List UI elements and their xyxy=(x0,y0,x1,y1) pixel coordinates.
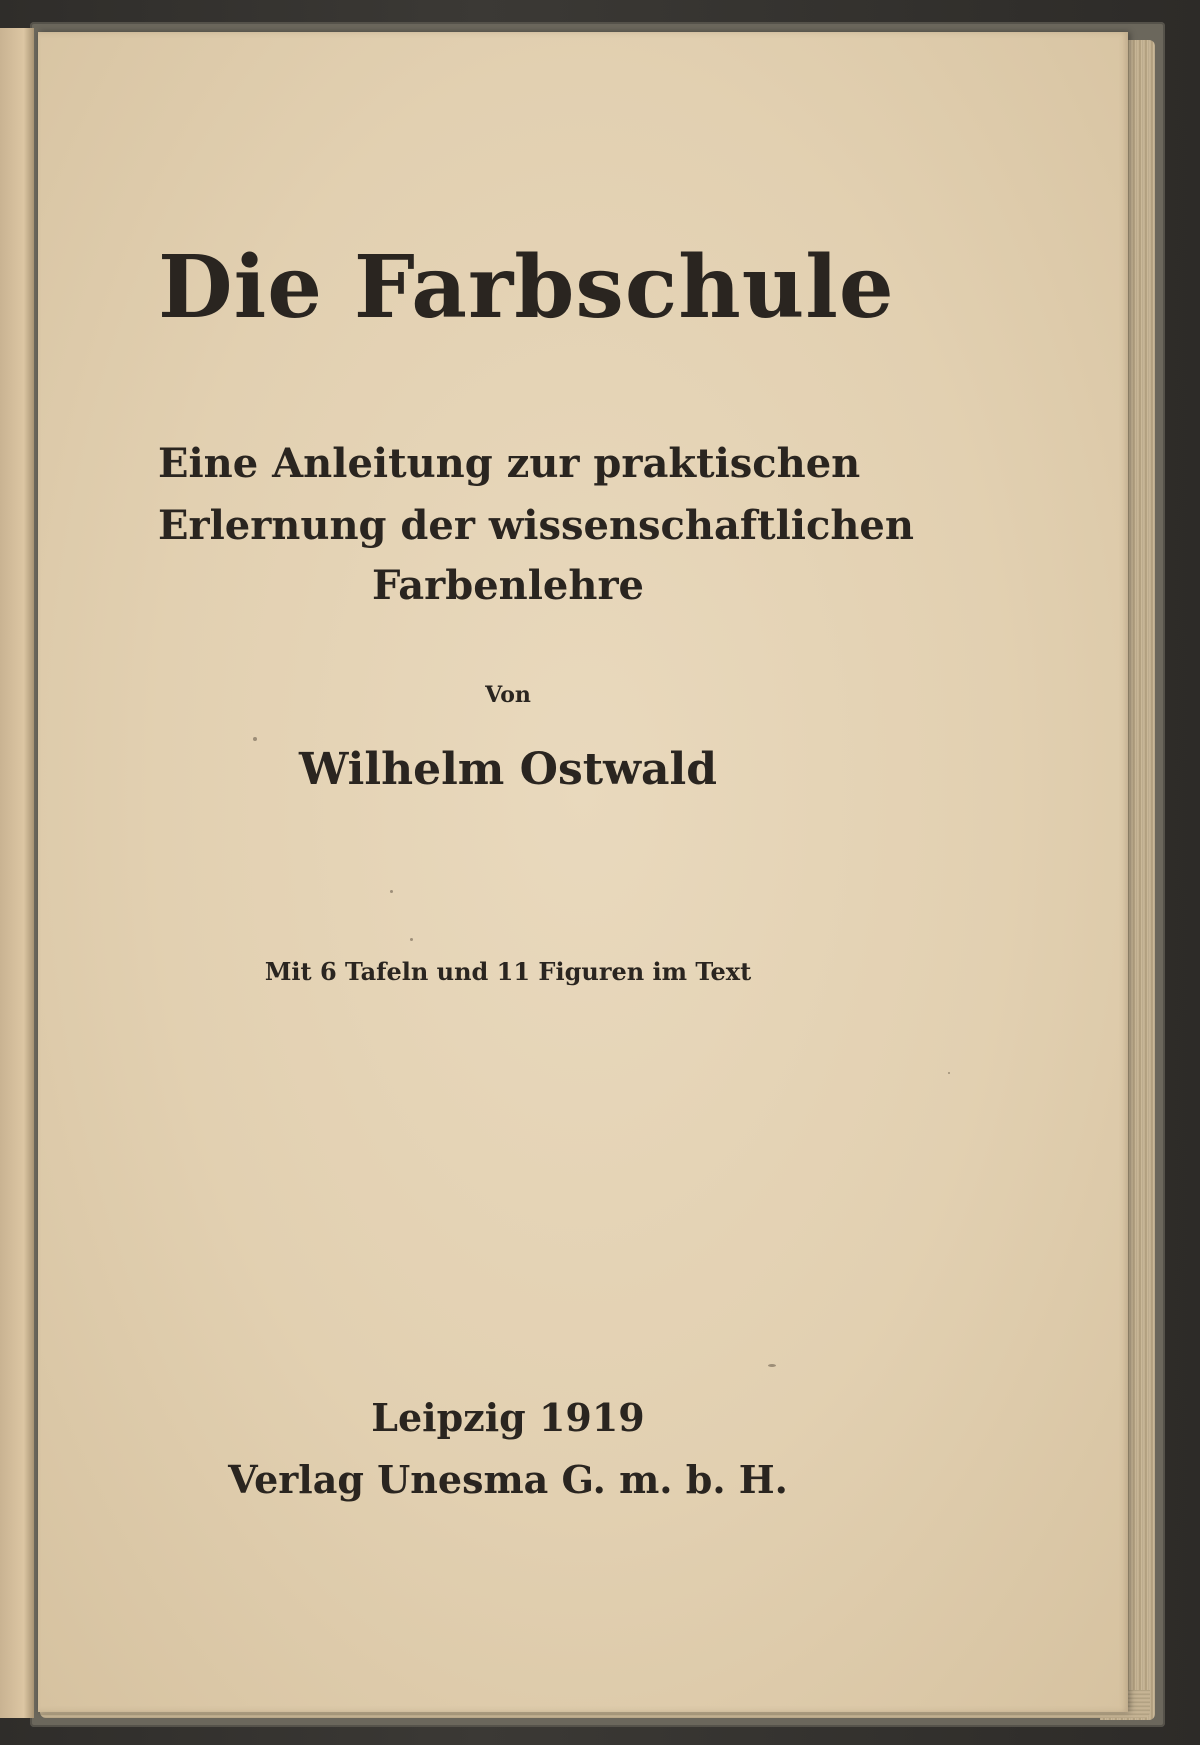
paper-fleck xyxy=(410,938,413,941)
by-line: Von xyxy=(485,682,531,708)
subtitle-line-3: Farbenlehre xyxy=(372,562,644,609)
paper-fleck xyxy=(390,890,393,893)
publisher: Verlag Unesma G. m. b. H. xyxy=(228,1457,788,1502)
paper-fleck xyxy=(948,1072,950,1074)
subtitle-line-2: Erlernung der wissenschaftlichen xyxy=(158,502,914,549)
plates-note: Mit 6 Tafeln und 11 Figuren im Text xyxy=(264,957,752,986)
previous-leaf xyxy=(0,28,34,1718)
paper-fleck xyxy=(768,1364,776,1367)
paper-fleck xyxy=(253,737,257,741)
book-title: Die Farbschule xyxy=(158,237,895,338)
subtitle-line-1: Eine Anleitung zur praktischen xyxy=(158,440,861,487)
author-name: Wilhelm Ostwald xyxy=(299,744,717,795)
title-page xyxy=(38,32,1128,1712)
place-year: Leipzig 1919 xyxy=(371,1395,645,1440)
